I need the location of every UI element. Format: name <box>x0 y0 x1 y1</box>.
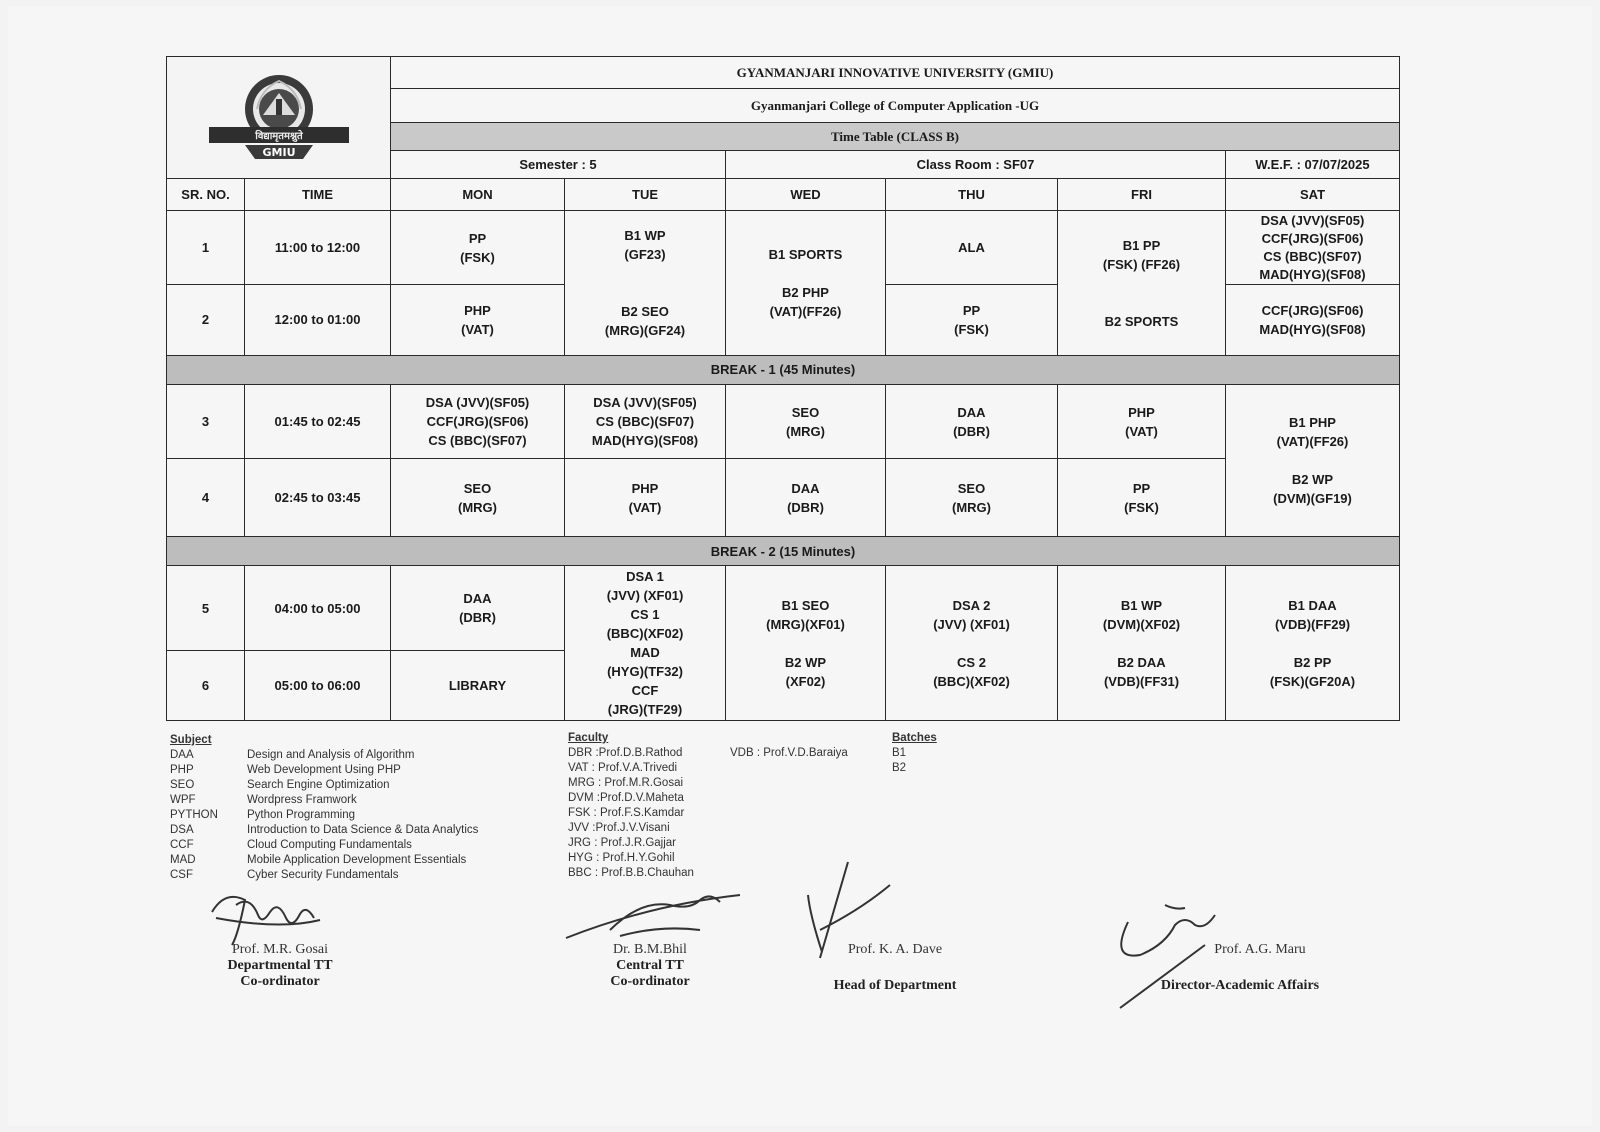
signatory-gosai <box>215 942 345 990</box>
cell-thu-1: ALA <box>886 211 1058 284</box>
signatory-role: Co-ordinator <box>240 974 320 989</box>
signatory-name: Prof. M.R. Gosai <box>231 942 329 957</box>
cell-tue-5-6: DSA 1 (JVV) (XF01) CS 1 (BBC)(XF02) MAD (HYG)(TF32) CCF (JRG)(TF29) <box>565 566 726 721</box>
faculty-row: MRG : Prof.M.R.Gosai <box>568 777 684 789</box>
faculty-row: HYG : Prof.H.Y.Gohil <box>568 852 675 864</box>
slot-number: 2 <box>167 284 245 355</box>
cell-mon-6: LIBRARY <box>391 650 565 720</box>
logo-text: GMIU <box>262 146 295 160</box>
slot-number: 6 <box>167 650 245 720</box>
wef-date: W.E.F. : 07/07/2025 <box>1226 151 1400 179</box>
cell-thu-5-6: DSA 2 (JVV) (XF01) CS 2 (BBC)(XF02) <box>886 566 1058 721</box>
subject-code: CSF <box>170 869 193 881</box>
subject-name: Python Programming <box>247 809 356 821</box>
slot-time: 12:00 to 01:00 <box>245 284 391 355</box>
col-header-sat: SAT <box>1226 179 1400 211</box>
batch-item: B2 <box>892 762 907 774</box>
faculty-row: FSK : Prof.F.S.Kamdar <box>568 807 685 819</box>
signatory-bhil <box>590 942 710 990</box>
break-2-bar: BREAK - 2 (15 Minutes) <box>167 537 1400 566</box>
subject-name: Design and Analysis of Algorithm <box>247 749 415 761</box>
cell-sat-2: CCF(JRG)(SF06) MAD(HYG)(SF08) <box>1226 284 1400 355</box>
timetable-title: Time Table (CLASS B) <box>391 123 1400 151</box>
signature-bhil <box>566 895 740 938</box>
col-header-mon: MON <box>391 179 565 211</box>
faculty-heading: Faculty <box>568 732 609 744</box>
cell-fri-1-2: B1 PP (FSK) (FF26) B2 SPORTS <box>1058 211 1226 355</box>
slot-time: 05:00 to 06:00 <box>245 650 391 720</box>
signatory-role: Departmental TT <box>227 958 333 973</box>
faculty-row: JVV :Prof.J.V.Visani <box>568 822 670 834</box>
cell-mon-2: PHP (VAT) <box>391 284 565 355</box>
cell-tue-3: DSA (JVV)(SF05) CS (BBC)(SF07) MAD(HYG)(SF08) <box>565 384 726 458</box>
slot-number: 1 <box>167 211 245 284</box>
signatory-name: Dr. B.M.Bhil <box>613 942 687 957</box>
faculty-row: JRG : Prof.J.R.Gajjar <box>568 837 676 849</box>
subject-code: DAA <box>170 749 194 761</box>
cell-wed-4: DAA (DBR) <box>726 459 886 537</box>
cell-sat-5-6: B1 DAA (VDB)(FF29) B2 PP (FSK)(GF20A) <box>1226 566 1400 721</box>
subject-name: Mobile Application Development Essentials <box>247 854 467 866</box>
cell-wed-3: SEO (MRG) <box>726 384 886 458</box>
faculty-row: VAT : Prof.V.A.Trivedi <box>568 762 678 774</box>
signatory-role: Central TT <box>616 958 684 973</box>
subject-code: PHP <box>170 764 194 776</box>
subject-name: Cloud Computing Fundamentals <box>247 839 412 851</box>
subject-name: Wordpress Framwork <box>247 794 357 806</box>
col-header-wed: WED <box>726 179 886 211</box>
slot-number: 3 <box>167 384 245 458</box>
signatory-role: Head of Department <box>833 978 957 993</box>
college-name: Gyanmanjari College of Computer Application -UG <box>391 89 1400 123</box>
subject-code: PYTHON <box>170 809 218 821</box>
batch-item: B1 <box>892 747 907 759</box>
slot-time: 11:00 to 12:00 <box>245 211 391 284</box>
cell-mon-1: PP (FSK) <box>391 211 565 284</box>
cell-sat-1: DSA (JVV)(SF05) CCF(JRG)(SF06) CS (BBC)(SF07) MAD(HYG)(SF08) <box>1226 211 1400 284</box>
col-header-fri: FRI <box>1058 179 1226 211</box>
faculty-extra: VDB : Prof.V.D.Baraiya <box>730 747 848 759</box>
cell-mon-4: SEO (MRG) <box>391 459 565 537</box>
col-header-time: TIME <box>245 179 391 211</box>
cell-wed-5-6: B1 SEO (MRG)(XF01) B2 WP (XF02) <box>726 566 886 721</box>
subject-code: SEO <box>170 779 195 791</box>
subject-name: Introduction to Data Science & Data Analytics <box>247 824 479 836</box>
signatory-name: Prof. K. A. Dave <box>847 942 943 957</box>
signatory-name: Prof. A.G. Maru <box>1214 942 1306 957</box>
cell-sat-3-4: B1 PHP (VAT)(FF26) B2 WP (DVM)(GF19) <box>1226 384 1400 536</box>
signature-gosai <box>212 897 320 945</box>
cell-thu-3: DAA (DBR) <box>886 384 1058 458</box>
university-name: GYANMANJARI INNOVATIVE UNIVERSITY (GMIU) <box>391 57 1400 89</box>
subject-code: DSA <box>170 824 194 836</box>
classroom-label: Class Room : SF07 <box>726 151 1226 179</box>
subject-name: Search Engine Optimization <box>247 779 390 791</box>
semester-label: Semester : 5 <box>391 151 726 179</box>
cell-fri-3: PHP (VAT) <box>1058 384 1226 458</box>
cell-wed-1-2: B1 SPORTS B2 PHP (VAT)(FF26) <box>726 211 886 355</box>
col-header-srno: SR. NO. <box>167 179 245 211</box>
col-header-tue: TUE <box>565 179 726 211</box>
subject-heading: Subject <box>170 734 212 746</box>
cell-mon-5: DAA (DBR) <box>391 566 565 650</box>
subject-code: MAD <box>170 854 196 866</box>
slot-time: 04:00 to 05:00 <box>245 566 391 650</box>
cell-thu-4: SEO (MRG) <box>886 459 1058 537</box>
cell-fri-5-6: B1 WP (DVM)(XF02) B2 DAA (VDB)(FF31) <box>1058 566 1226 721</box>
logo-motto: विद्यामृतमश्नुते <box>254 131 303 143</box>
signatory-role: Co-ordinator <box>610 974 690 989</box>
slot-number: 4 <box>167 459 245 537</box>
signatory-role: Director-Academic Affairs <box>1160 978 1320 993</box>
faculty-row: BBC : Prof.B.B.Chauhan <box>568 867 694 879</box>
signatory-dave <box>820 942 970 994</box>
break-1-bar: BREAK - 1 (45 Minutes) <box>167 355 1400 384</box>
cell-fri-4: PP (FSK) <box>1058 459 1226 537</box>
subject-code: WPF <box>170 794 196 806</box>
subject-name: Web Development Using PHP <box>247 764 401 776</box>
cell-tue-1-2: B1 WP (GF23) B2 SEO (MRG)(GF24) <box>565 211 726 355</box>
slot-time: 01:45 to 02:45 <box>245 384 391 458</box>
batches-heading: Batches <box>892 732 937 744</box>
col-header-thu: THU <box>886 179 1058 211</box>
cell-thu-2: PP (FSK) <box>886 284 1058 355</box>
signatory-maru <box>1140 942 1340 994</box>
faculty-row: DBR :Prof.D.B.Rathod <box>568 747 683 759</box>
cell-mon-3: DSA (JVV)(SF05) CCF(JRG)(SF06) CS (BBC)(SF07) <box>391 384 565 458</box>
slot-number: 5 <box>167 566 245 650</box>
slot-time: 02:45 to 03:45 <box>245 459 391 537</box>
cell-tue-4: PHP (VAT) <box>565 459 726 537</box>
subject-code: CCF <box>170 839 194 851</box>
faculty-row: DVM :Prof.D.V.Maheta <box>568 792 684 804</box>
subject-name: Cyber Security Fundamentals <box>247 869 399 881</box>
